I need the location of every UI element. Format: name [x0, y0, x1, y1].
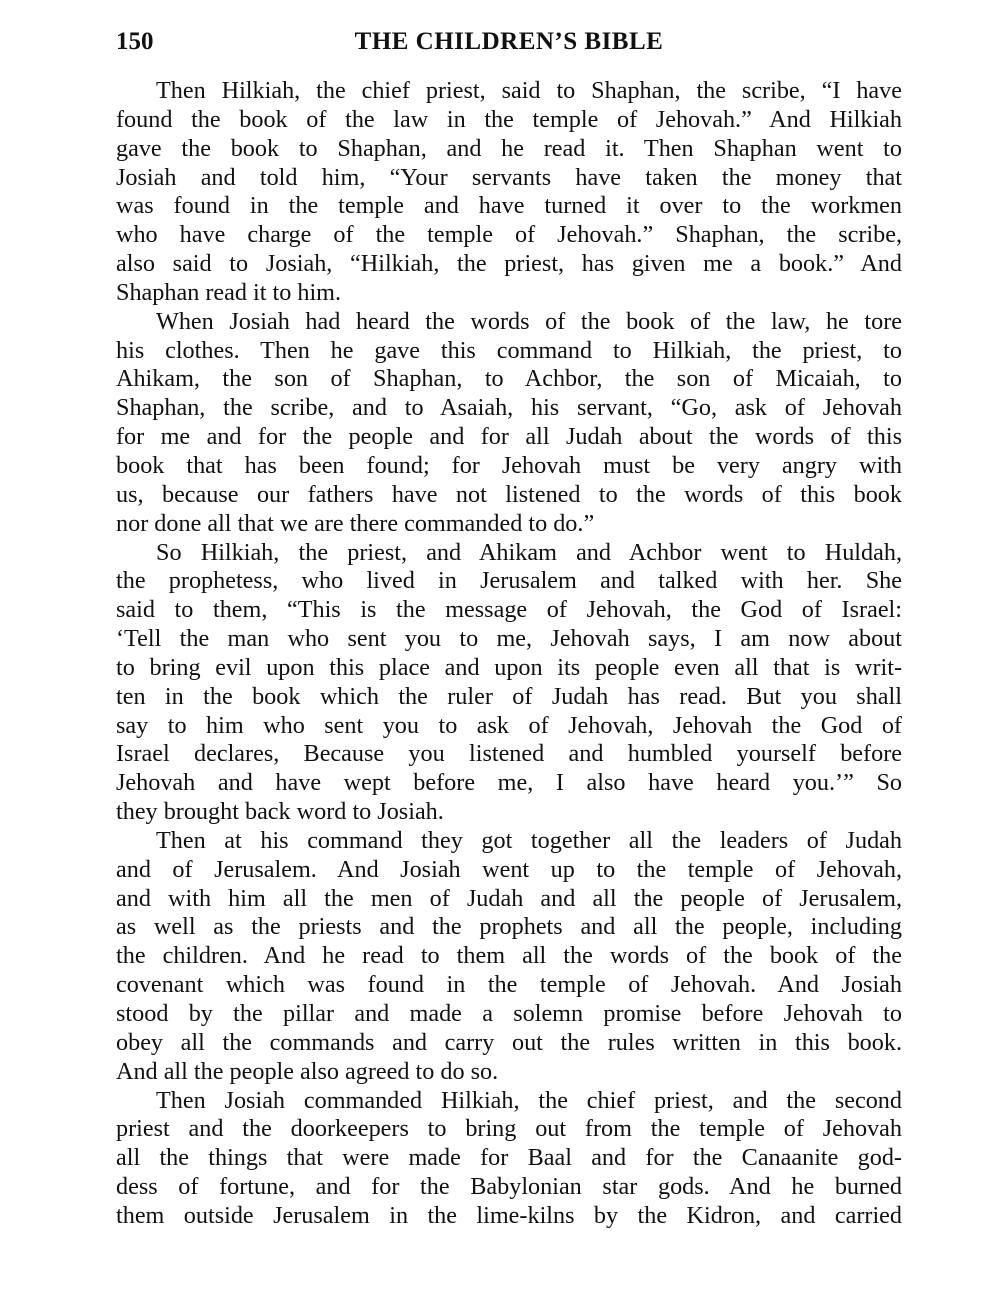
text-line: Then at his command they got together all the leaders of Judah — [156, 826, 902, 854]
text-line: ‘Tell the man who sent you to me, Jehovah says, I am now about — [116, 625, 902, 653]
text-line: ten in the book which the ruler of Judah has read. But you shall — [116, 682, 902, 710]
text-line: nor done all that we are there commanded to do.” — [116, 509, 595, 537]
text-line: who have charge of the temple of Jehovah.” Shaphan, the scribe, — [116, 221, 902, 249]
text-line: said to them, “This is the message of Jehovah, the God of Israel: — [116, 596, 902, 624]
text-line: as well as the priests and the prophets and all the people, including — [116, 913, 902, 941]
paragraph — [116, 77, 902, 308]
text-line: obey all the commands and carry out the rules written in this book. — [116, 1028, 902, 1056]
paragraph — [116, 1087, 902, 1231]
text-line: his clothes. Then he gave this command to Hilkiah, the priest, to — [116, 336, 902, 364]
text-line: covenant which was found in the temple of Jehovah. And Josiah — [116, 971, 902, 999]
text-line: also said to Josiah, “Hilkiah, the priest, has given me a book.” And — [116, 250, 902, 278]
text-line: and with him all the men of Judah and all the people of Jerusalem, — [116, 884, 902, 912]
text-line: dess of fortune, and for the Babylonian star gods. And he burned — [116, 1173, 902, 1201]
text-line: found the book of the law in the temple of Jehovah.” And Hilkiah — [116, 105, 902, 133]
text-line: the children. And he read to them all the words of the book of the — [116, 942, 902, 970]
text-line: for me and for the people and for all Judah about the words of this — [116, 423, 902, 451]
text-line: Israel declares, Because you listened and humbled yourself before — [116, 740, 902, 768]
paragraph — [116, 308, 902, 539]
text-line: Shaphan, the scribe, and to Asaiah, his servant, “Go, ask of Jehovah — [116, 394, 902, 422]
text-line: And all the people also agreed to do so. — [116, 1057, 499, 1085]
text-line: the prophetess, who lived in Jerusalem and talked with her. She — [116, 567, 902, 595]
text-line: Then Josiah commanded Hilkiah, the chief priest, and the second — [156, 1086, 902, 1114]
text-line: When Josiah had heard the words of the book of the law, he tore — [156, 307, 902, 335]
text-line: say to him who sent you to ask of Jehovah, Jehovah the God of — [116, 711, 902, 739]
text-line: priest and the doorkeepers to bring out from the temple of Jehovah — [116, 1115, 902, 1143]
text-line: was found in the temple and have turned it over to the workmen — [116, 192, 902, 220]
running-head — [116, 26, 902, 60]
text-line: they brought back word to Josiah. — [116, 798, 444, 826]
page-number: 150 — [116, 28, 154, 55]
text-line: Shaphan read it to him. — [116, 278, 342, 306]
text-body — [116, 77, 902, 1231]
text-line: gave the book to Shaphan, and he read it. Then Shaphan went to — [116, 134, 902, 162]
text-line: So Hilkiah, the priest, and Ahikam and Achbor went to Huldah, — [156, 538, 902, 566]
text-line: Ahikam, the son of Shaphan, to Achbor, the son of Micaiah, to — [116, 365, 902, 393]
text-line: and of Jerusalem. And Josiah went up to the temple of Jehovah, — [116, 855, 902, 883]
text-line: Josiah and told him, “Your servants have taken the money that — [116, 163, 902, 191]
paragraph — [116, 827, 902, 1087]
text-line: Jehovah and have wept before me, I also have heard you.’” So — [116, 769, 902, 797]
text-line: stood by the pillar and made a solemn promise before Jehovah to — [116, 1000, 902, 1027]
text-line: us, because our fathers have not listened to the words of this book — [116, 480, 902, 508]
paragraph — [116, 539, 902, 827]
text-line: all the things that were made for Baal and for the Canaanite god- — [116, 1144, 902, 1172]
text-line: them outside Jerusalem in the lime-kilns by the Kidron, and carried — [116, 1201, 902, 1229]
text-line: Then Hilkiah, the chief priest, said to Shaphan, the scribe, “I have — [156, 77, 902, 104]
text-line: book that has been found; for Jehovah must be very angry with — [116, 451, 902, 479]
running-title: THE CHILDREN’S BIBLE — [354, 28, 664, 55]
text-line: to bring evil upon this place and upon its people even all that is writ- — [116, 653, 902, 681]
